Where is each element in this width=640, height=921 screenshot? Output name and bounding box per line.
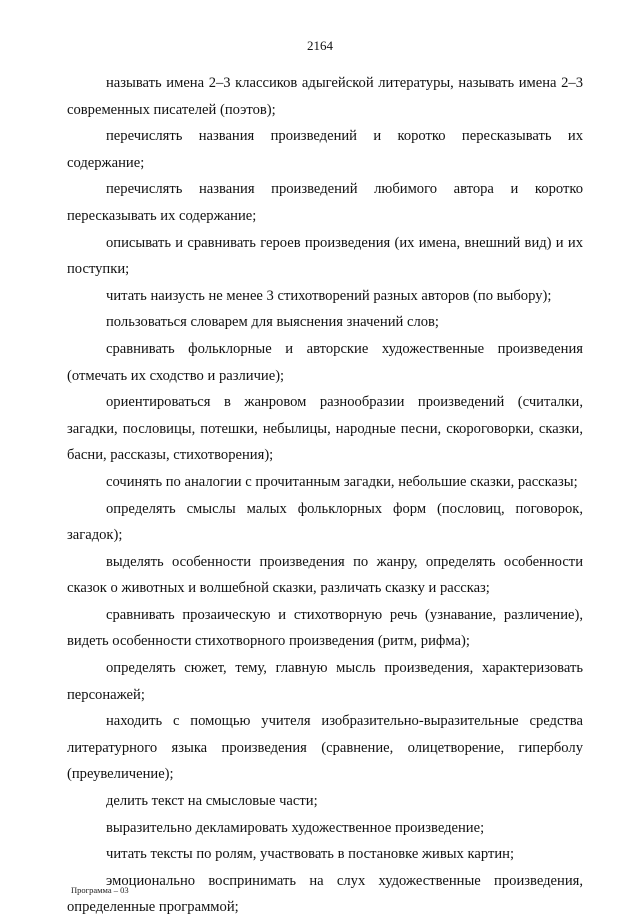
paragraph-16: выразительно декламировать художественное произведение;: [106, 819, 485, 836]
paragraph-1: называть имена 2–3 классиков адыгейской литературы, называть имена 2–3 современных писателей (поэтов);: [67, 75, 583, 118]
paragraph-8: ориентироваться в жанровом разнообразии произведений (считалки, загадки, пословицы, потешки, небылицы, народные песни, скороговорки, сказки, басни, рассказы, стихотворения);: [67, 394, 583, 464]
paragraph-13: определять сюжет, тему, главную мысль произведения, характеризовать персонажей;: [67, 660, 583, 703]
paragraph-9: сочинять по аналогии с прочитанным загадки, небольшие сказки, рассказы;: [106, 473, 578, 490]
paragraph-18: эмоционально воспринимать на слух художественные произведения, определенные программой;: [67, 872, 583, 916]
paragraph-10: определять смыслы малых фольклорных форм (пословиц, поговорок, загадок);: [67, 500, 583, 544]
paragraph-5: читать наизусть не менее 3 стихотворений разных авторов (по выбору);: [106, 287, 552, 304]
paragraph-4: описывать и сравнивать героев произведения (их имена, внешний вид) и их поступки;: [67, 234, 583, 278]
paragraph-12: сравнивать прозаическую и стихотворную речь (узнавание, различение), видеть особенности стихотворного произведения (ритм, рифма);: [67, 606, 583, 650]
paragraph-11: выделять особенности произведения по жанру, определять особенности сказок о животных и волшебной сказки, различать сказку и рассказ;: [67, 553, 583, 597]
footer-label: Программа – 03: [71, 885, 129, 895]
paragraph-2: перечислять названия произведений и коротко пересказывать их содержание;: [67, 128, 583, 171]
document-body: [67, 70, 583, 921]
paragraph-7: сравнивать фольклорные и авторские художественные произведения (отмечать их сходство и различие);: [67, 340, 583, 384]
paragraph-3: перечислять названия произведений любимого автора и коротко пересказывать их содержание;: [67, 181, 583, 224]
paragraph-17: читать тексты по ролям, участвовать в постановке живых картин;: [106, 846, 515, 863]
paragraph-15: делить текст на смысловые части;: [106, 793, 318, 810]
paragraph-14: находить с помощью учителя изобразительно-выразительные средства литературного языка произведения (сравнение, олицетворение, гиперболу (преувеличение);: [67, 713, 583, 783]
paragraph-6: пользоваться словарем для выяснения значений слов;: [106, 314, 439, 331]
page-number: 2164: [307, 38, 333, 53]
